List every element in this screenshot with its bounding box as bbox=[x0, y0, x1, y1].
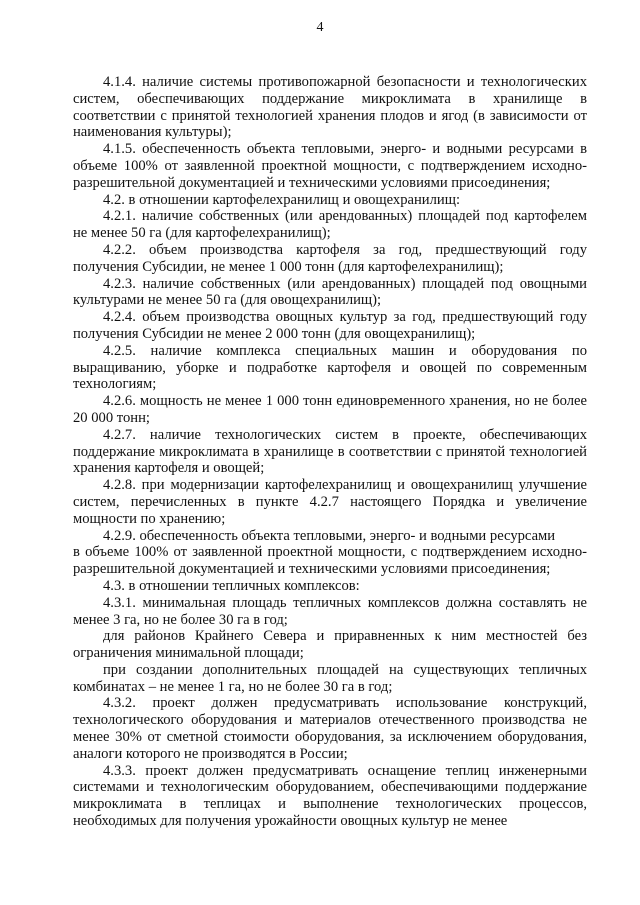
paragraph: 4.2.8. при модернизации картофелехранилищ и овощехранилищ улучшение систем, перечисленных в пункте 4.2.7 настоящего Порядка и увеличение мощности по хранению; bbox=[73, 477, 587, 527]
paragraph: 4.2.5. наличие комплекса специальных машин и оборудования по выращиванию, уборке и подработке картофеля и овощей по современным технологиям; bbox=[73, 342, 587, 393]
paragraph: 4.2. в отношении картофелехранилищ и овощехранилищ: bbox=[103, 191, 461, 208]
paragraph: 4.3.3. проект должен предусматривать оснащение теплиц инженерными системами и технологическим оборудованием, обеспечивающими поддержание микроклимата в теплицах и выполнение технологических процессов, необходимых для получения урожайности овощных культур не менее bbox=[73, 762, 587, 830]
paragraph: 4.2.6. мощность не менее 1 000 тонн единовременного хранения, но не более 20 000 тонн; bbox=[73, 393, 587, 426]
paragraph: 4.1.5. обеспеченность объекта тепловыми, энерго- и водными ресурсами в объеме 100% от заявленной проектной мощности, с подтверждением исходно-разрешительной документацией и техническими условиями присоединения; bbox=[73, 141, 587, 191]
paragraph: при создании дополнительных площадей на существующих тепличных комбинатах – не менее 1 га, но не более 30 га в год; bbox=[73, 661, 587, 695]
paragraph: 4.1.4. наличие системы противопожарной безопасности и технологических систем, обеспечивающих поддержание микроклимата в хранилище в соответствии с принятой технологией хранения плодов и ягод (в зависимости от наименования культуры); bbox=[73, 74, 587, 141]
paragraph: для районов Крайнего Севера и приравненных к ним местностей без ограничения минимальной площади; bbox=[73, 628, 587, 662]
page-number: 4 bbox=[316, 20, 324, 35]
paragraph: 4.2.1. наличие собственных (или арендованных) площадей под картофелем не менее 50 га (для картофелехранилищ); bbox=[73, 208, 587, 242]
paragraph: 4.3.2. проект должен предусматривать использование конструкций, технологического оборудования и материалов отечественного производства не менее 30% от сметной стоимости оборудования, за исключением оборудования, аналоги которого не производятся в России; bbox=[73, 695, 587, 762]
paragraph: 4.2.3. наличие собственных (или арендованных) площадей под овощными культурами не менее 50 га (для овощехранилищ); bbox=[73, 275, 587, 309]
paragraph: 4.2.9. обеспеченность объекта тепловыми, энерго- и водными ресурсами bbox=[103, 527, 556, 544]
paragraph: 4.2.4. объем производства овощных культур за год, предшествующий году получения Субсидии не менее 2 000 тонн (для овощехранилищ); bbox=[73, 309, 587, 342]
paragraph: 4.2.2. объем производства картофеля за год, предшествующий году получения Субсидии, не менее 1 000 тонн (для картофелехранилищ); bbox=[73, 241, 587, 275]
paragraph: 4.3.1. минимальная площадь тепличных комплексов должна составлять не менее 3 га, но не более 30 га в год; bbox=[73, 594, 587, 628]
document-body bbox=[73, 74, 587, 830]
paragraph: 4.2.7. наличие технологических систем в проекте, обеспечивающих поддержание микроклимата в хранилище в соответствии с принятой технологией хранения картофеля и овощей; bbox=[73, 426, 587, 477]
paragraph: в объеме 100% от заявленной проектной мощности, с подтверждением исходно-разрешительной документацией и техническими условиями присоединения; bbox=[73, 544, 587, 578]
paragraph: 4.3. в отношении тепличных комплексов: bbox=[103, 577, 360, 594]
